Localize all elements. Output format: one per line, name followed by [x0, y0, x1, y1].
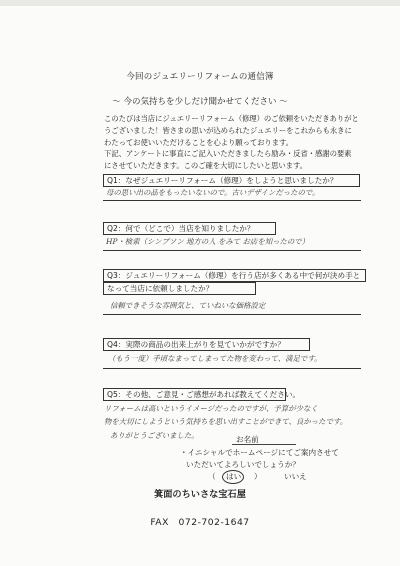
answer-4-underline [103, 368, 361, 369]
intro-line-5: にさせていただきます。このご確を大切にしたいと思います。 [104, 161, 307, 170]
question-3-label: Q3：ジュエリーリフォーム（修理）を行う店が多くある中で何が決め手と [103, 269, 366, 282]
question-4-label: Q4：実際の商品の出来上がりを見ていかがですか？ [103, 338, 310, 351]
homepage-notice-line-1: ・イニシャルでホームページにてご案内させて [180, 448, 339, 457]
intro-line-3: わたってお使いいただけることを心より願っております。 [104, 138, 293, 147]
answer-2: HP・検索（シンプソン 地方の人 をみて お店を知ったので） [106, 237, 310, 246]
choice-paren-close: ） [254, 472, 262, 481]
choice-paren-open: （ [208, 472, 216, 481]
answer-5-line-2: 物を大切にしようという気持ちを思い出すことができて、良かったです。 [104, 417, 348, 426]
choice-no[interactable]: いいえ [284, 472, 307, 481]
answer-1-underline [103, 200, 361, 201]
intro-line-1: このたびは当店にジュエリーリフォーム（修理）のご依頼をいただきありがと [104, 114, 359, 123]
question-5-label: Q5：その他、ご意見・ご感想があれば教えてください。 [103, 388, 286, 401]
signature-line [232, 444, 296, 445]
shop-name: 箕面のちいさな宝石屋 [154, 489, 246, 500]
answer-1: 母の思い出の品をもったいないので。古いデザインだったので。 [106, 188, 320, 197]
question-3-label-cont: なって当店に依頼しましたか？ [103, 282, 256, 295]
page-title: 今回のジュエリーリフォームの通信簿 [126, 72, 274, 82]
shop-fax: FAX 072-702-1647 [150, 517, 250, 528]
answer-3: 信頼できそうな雰囲気と、ていねいな価格設定 [110, 301, 266, 310]
answer-5-line-3: ありがとうございました。 [110, 431, 199, 440]
answer-5-line-1: リフォームは高いというイメージだったのですが、予算が少なく [104, 404, 318, 413]
answer-3-underline [103, 314, 361, 315]
answer-2-underline [103, 250, 361, 251]
answer-4: （もう一度）手頃なまってしまってた物を変わって、満足です。 [108, 354, 322, 363]
signature-label: お名前 [236, 435, 259, 444]
choice-yes-circle-mark [222, 470, 244, 484]
intro-line-2: うございました！皆さまの思いが込められたジュエリーをこれからも永きに [104, 126, 352, 135]
scan-edge [0, 0, 400, 6]
question-1-label: Q1：なぜジュエリーリフォーム（修理）をしようと思いましたか？ [103, 174, 360, 187]
question-2-label: Q2：何で（どこで）当店を知りましたか？ [103, 222, 276, 235]
choice-yes[interactable]: はい [226, 472, 242, 481]
homepage-notice-line-2: いただいてよろしいでしょうか？ [186, 460, 300, 469]
intro-line-4: 下記、アンケートに事直にご記入いただきましたら励み・反省・感謝の要素 [104, 149, 352, 158]
page-subtitle: 〜 今の気持ちを少しだけ聞かせてください 〜 [112, 97, 288, 107]
